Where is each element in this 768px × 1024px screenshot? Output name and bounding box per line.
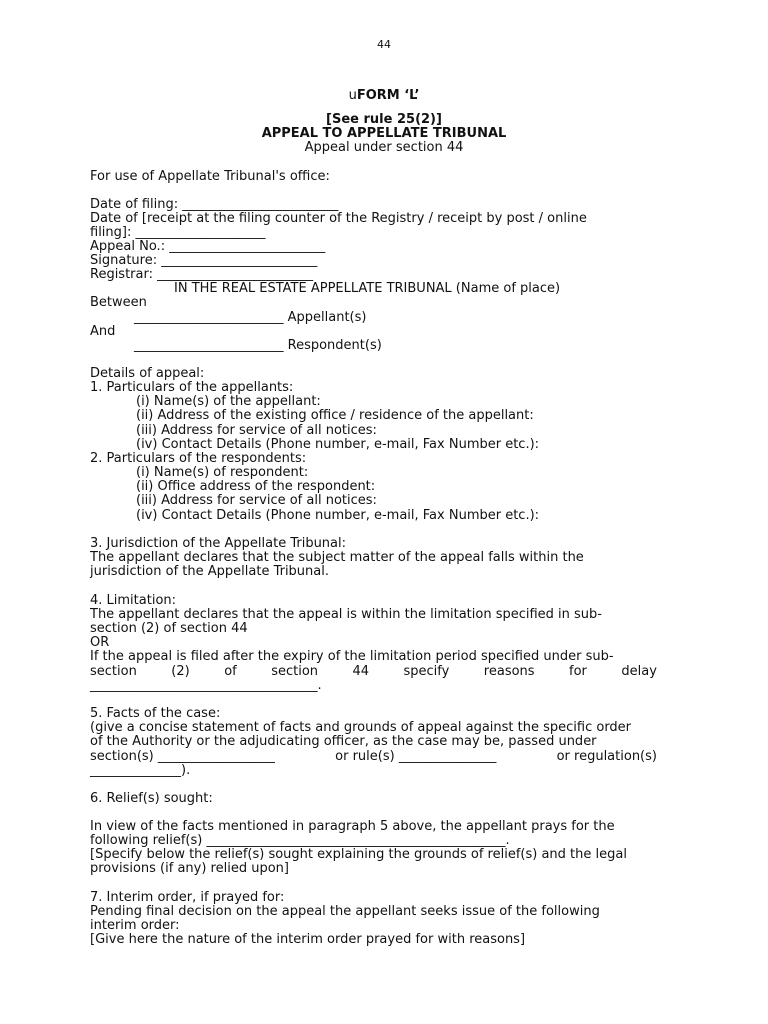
limitation-heading: 4. Limitation: <box>90 593 177 608</box>
facts-line1: (give a concise statement of facts and grounds of appeal against the specific order <box>90 720 632 735</box>
registrar: Registrar: ________________________ <box>90 267 314 282</box>
appeal-number: Appeal No.: ________________________ <box>90 239 326 254</box>
interim-line3: [Give here the nature of the interim order prayed for with reasons] <box>90 932 526 947</box>
form-title-prefix: u <box>348 88 357 103</box>
list-item: (iii) Address for service of all notices: <box>136 423 377 438</box>
relief-line3: [Specify below the relief(s) sought explaining the grounds of relief(s) and the legal <box>90 847 627 862</box>
signature: Signature: ________________________ <box>90 253 318 268</box>
limitation-line3: If the appeal is filed after the expiry of the limitation period specified under sub- <box>90 649 614 664</box>
word: for <box>569 664 587 679</box>
between-label: Between <box>90 295 147 310</box>
date-of-filing: Date of filing: ________________________ <box>90 197 339 212</box>
word: section <box>90 664 137 679</box>
respondents-heading: 2. Particulars of the respondents: <box>90 451 307 466</box>
jurisdiction-line2: jurisdiction of the Appellate Tribunal. <box>90 564 329 579</box>
word: section <box>271 664 319 679</box>
limitation-line2: section (2) of section 44 <box>90 621 248 636</box>
jurisdiction-heading: 3. Jurisdiction of the Appellate Tribunal: <box>90 536 347 551</box>
list-item: (iv) Contact Details (Phone number, e-mail, Fax Number etc.): <box>136 437 540 452</box>
list-item: (i) Name(s) of respondent: <box>136 465 309 480</box>
date-of-receipt-line2: filing]: ____________________ <box>90 225 266 240</box>
interim-line1: Pending final decision on the appeal the appellant seeks issue of the following <box>90 904 600 919</box>
facts-line4: ______________). <box>90 763 191 778</box>
list-item: (ii) Address of the existing office / residence of the appellant: <box>136 408 534 423</box>
main-title: APPEAL TO APPELLATE TRIBUNAL <box>261 126 507 141</box>
facts-line3 <box>90 749 657 764</box>
and-label: And <box>90 324 116 339</box>
details-heading: Details of appeal: <box>90 366 205 381</box>
form-title-text: FORM ‘L’ <box>356 88 420 103</box>
list-item: (ii) Office address of the respondent: <box>136 479 376 494</box>
section-blank: section(s) __________________ <box>90 749 275 764</box>
word: 44 <box>352 664 370 679</box>
word: reasons <box>483 664 535 679</box>
rule-reference: [See rule 25(2)] <box>326 112 442 127</box>
jurisdiction-line1: The appellant declares that the subject matter of the appeal falls within the <box>90 550 584 565</box>
word: (2) <box>171 664 190 679</box>
word: of <box>224 664 237 679</box>
relief-heading: 6. Relief(s) sought: <box>90 791 213 806</box>
word: specify <box>403 664 450 679</box>
relief-line4: provisions (if any) relied upon] <box>90 861 289 876</box>
list-item: (iii) Address for service of all notices: <box>136 493 377 508</box>
subtitle: Appeal under section 44 <box>304 140 464 155</box>
facts-heading: 5. Facts of the case: <box>90 706 221 721</box>
page-number: 44 <box>377 38 391 51</box>
rule-blank: or rule(s) _______________ <box>335 749 497 764</box>
limitation-line4 <box>90 664 657 679</box>
tribunal-heading: IN THE REAL ESTATE APPELLATE TRIBUNAL (Name of place) <box>174 281 561 296</box>
limitation-or: OR <box>90 635 110 650</box>
relief-line2: following relief(s) ______________________________________________. <box>90 833 510 848</box>
appellant-line: _______________________ Appellant(s) <box>134 310 367 325</box>
respondent-line: _______________________ Respondent(s) <box>134 338 382 353</box>
limitation-line5: ___________________________________. <box>90 678 322 693</box>
appellants-heading: 1. Particulars of the appellants: <box>90 380 294 395</box>
facts-line2: of the Authority or the adjudicating officer, as the case may be, passed under <box>90 734 597 749</box>
date-of-receipt-line1: Date of [receipt at the filing counter of the Registry / receipt by post / online <box>90 211 587 226</box>
interim-heading: 7. Interim order, if prayed for: <box>90 890 285 905</box>
word: delay <box>621 664 657 679</box>
list-item: (iv) Contact Details (Phone number, e-mail, Fax Number etc.): <box>136 508 540 523</box>
regulation-label: or regulation(s) <box>556 749 657 764</box>
list-item: (i) Name(s) of the appellant: <box>136 394 321 409</box>
office-use-heading: For use of Appellate Tribunal's office: <box>90 169 330 184</box>
interim-line2: interim order: <box>90 918 180 933</box>
form-title <box>0 88 768 103</box>
relief-line1: In view of the facts mentioned in paragraph 5 above, the appellant prays for the <box>90 819 615 834</box>
limitation-line1: The appellant declares that the appeal is within the limitation specified in sub- <box>90 607 602 622</box>
